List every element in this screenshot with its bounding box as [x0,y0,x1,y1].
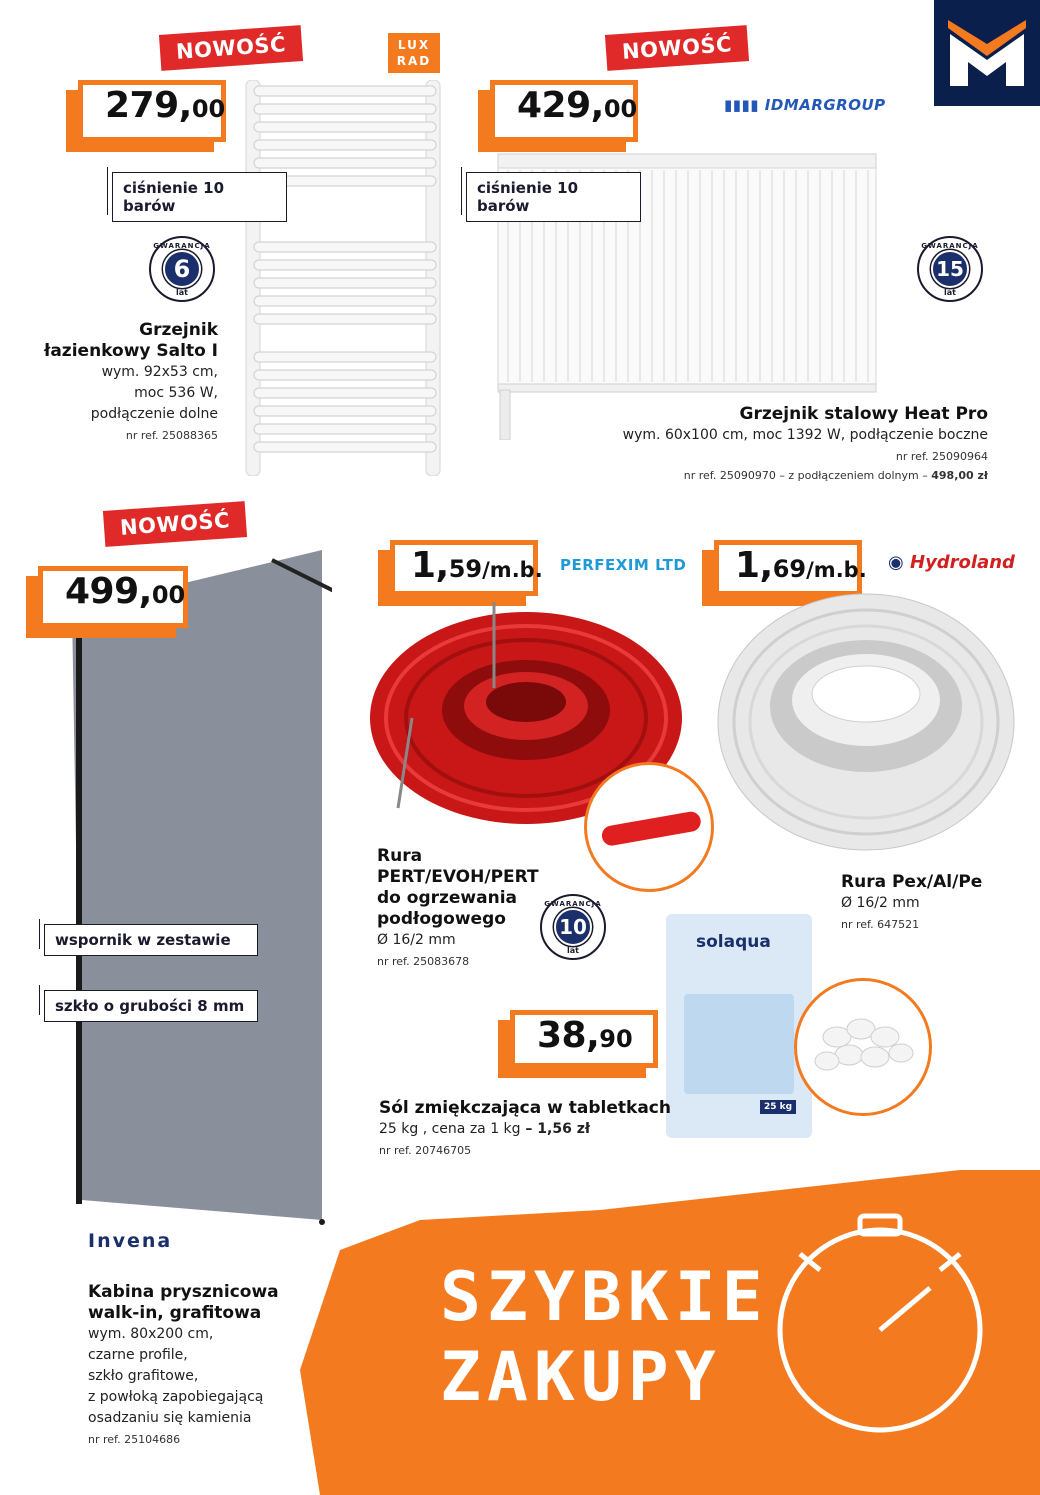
m-logo-icon [934,0,1040,106]
product-title: do ogrzewania [377,888,518,908]
product-title: Sól zmiękczająca w tabletkach [379,1098,671,1118]
hydroland-logo: ◉ Hydroland [888,552,1015,573]
towel-radiator-image [244,80,444,476]
product-info-heatpro: Grzejnik stalowy Heat Pro wym. 60x100 cm, moc 1392 W, podłączenie boczne nr ref. 25090964 nr ref. 25090970 – z podłączeniem dolnym – 498,00 zł [560,404,988,482]
reference-number-alt: nr ref. 25090970 – z podłączeniem dolnym – 498,00 zł [683,469,988,482]
reference-number: nr ref. 25083678 [377,955,470,968]
warranty-badge: GWARANCJA 6 lat [149,236,215,302]
reference-number: nr ref. 25088365 [125,429,218,442]
banner-text: SZYBKIE ZAKUPY [440,1258,769,1417]
product-title: podłogowego [377,909,506,929]
solaqua-logo: solaqua [696,932,771,952]
new-badge: NOWOŚĆ [605,25,749,71]
price-box: 279, 00 [78,80,226,142]
reference-number: nr ref. 25090964 [895,450,988,463]
pipe-detail-circle [584,762,714,892]
product-title: Rura Pex/Al/Pe [841,872,983,892]
perfexim-logo: PERFEXIM LTD [560,556,687,574]
price-box: 499, 00 [38,566,188,628]
luxrad-logo: LUX RAD [388,33,440,73]
price-box: 1, 59 /m.b. [390,540,538,596]
reference-number: nr ref. 647521 [841,918,920,931]
product-info-pex: Rura Pex/Al/Pe Ø 16/2 mm nr ref. 647521 [841,872,1021,931]
product-info-salt: Sól zmiękczająca w tabletkach 25 kg , cena za 1 kg – 1,56 zł nr ref. 20746705 [379,1098,679,1157]
reference-number: nr ref. 20746705 [379,1144,472,1157]
new-badge: NOWOŚĆ [159,25,303,71]
warranty-badge: GWARANCJA 10 lat [540,894,606,960]
pressure-tag: ciśnienie 10 barów [466,172,641,222]
white-pipe-coil-image [716,590,1020,860]
salt-tablets-circle [794,978,932,1116]
idmar-logo: ▮▮▮▮ IDMARGROUP [724,96,886,114]
store-logo[interactable] [934,0,1040,106]
price-box: 38, 90 [510,1010,658,1068]
product-title: łazienkowy Salto I [44,341,218,361]
product-title: Grzejnik [139,320,218,340]
bag-weight: 25 kg [760,1100,796,1114]
product-info-salto: Grzejnik łazienkowy Salto I wym. 92x53 cm, moc 536 W, podłączenie dolne nr ref. 25088365 [20,320,218,442]
product-title: Rura [377,846,423,866]
product-title: walk-in, grafitowa [88,1303,262,1323]
new-badge: NOWOŚĆ [103,501,247,547]
warranty-badge: GWARANCJA 15 lat [917,236,983,302]
shower-cabin-image [72,550,332,1230]
product-title: Grzejnik stalowy Heat Pro [739,404,988,424]
bracket-tag: wspornik w zestawie [44,924,258,956]
quick-shopping-banner [300,1170,1040,1495]
product-title: PERT/EVOH/PERT [377,867,539,887]
glass-thickness-tag: szkło o grubości 8 mm [44,990,258,1022]
bag-label [684,994,794,1094]
product-info-shower: Kabina prysznicowa walk-in, grafitowa wym. 80x200 cm, czarne profile, szkło grafitowe, z powłoką zapobiegającą osadzaniu się kamienia nr ref. 25104686 [88,1282,328,1446]
reference-number: nr ref. 25104686 [88,1433,181,1446]
pressure-tag: ciśnienie 10 barów [112,172,287,222]
product-info-pert: Rura PERT/EVOH/PERT do ogrzewania podłogowego Ø 16/2 mm nr ref. 25083678 [377,846,577,968]
salt-bag-image [666,914,812,1138]
price-box: 1, 69 /m.b. [714,540,862,596]
price-box: 429, 00 [490,80,638,142]
product-title: Kabina prysznicowa [88,1282,279,1302]
invena-logo: Invena [88,1230,173,1252]
